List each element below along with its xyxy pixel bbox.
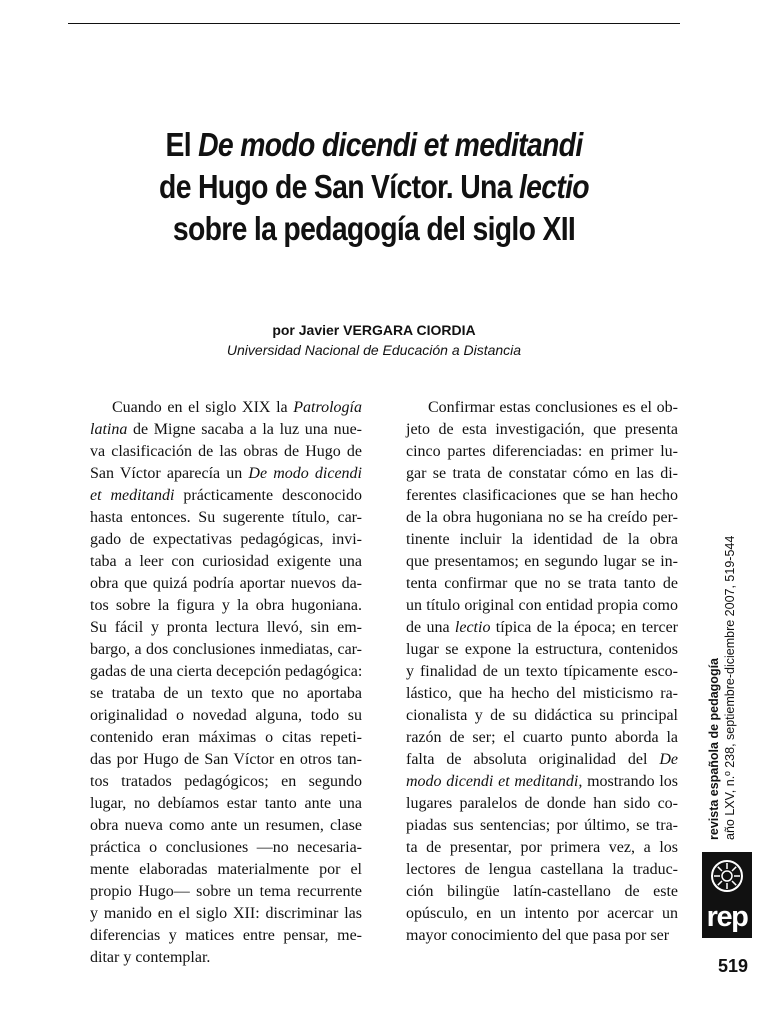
text-line xyxy=(384,661,678,683)
title-line-2: de Hugo de San Víctor. Una lectio xyxy=(159,168,589,205)
text-span: tenta confirmar que no se trata tanto de xyxy=(406,575,678,592)
text-span: se trataba de un texto que no aportaba xyxy=(90,685,362,702)
text-span: mente elaboradas materialmente por el xyxy=(90,861,362,878)
text-span: das por Hugo de San Víctor en otros tan- xyxy=(90,751,362,768)
text-span: jeto de esta investigación, que presenta xyxy=(406,421,678,438)
text-line xyxy=(68,463,362,485)
author-name: por Javier VERGARA CIORDIA xyxy=(272,322,476,338)
text-line xyxy=(384,507,678,529)
text-span: gadas de una cierta decepción pedagógica: xyxy=(90,663,363,680)
italic-text: De xyxy=(659,751,678,768)
text-span: falta de absoluta originalidad del xyxy=(406,751,660,768)
text-span: Su fácil y pronta lectura llevó, sin em- xyxy=(90,619,362,636)
text-span: obra nueva como ante un resumen, clase xyxy=(90,817,362,834)
text-line xyxy=(384,595,678,617)
text-span: y manido en el siglo XII: discriminar las xyxy=(90,905,362,922)
text-span: de una xyxy=(406,619,455,636)
rep-logo-icon xyxy=(702,852,752,938)
text-line xyxy=(384,683,678,705)
text-span: va clasificación de las obras de Hugo de xyxy=(90,443,362,460)
title-line-3: sobre la pedagogía del siglo XII xyxy=(172,210,576,247)
text-line xyxy=(68,771,362,793)
text-span: cinco partes diferenciadas: en primer lu- xyxy=(406,443,678,460)
text-span: lástico, que ha hecho del misticismo ra- xyxy=(406,685,678,702)
italic-text: latina xyxy=(90,421,128,438)
text-span: de la obra hugoniana no se ha creído per- xyxy=(406,509,678,526)
journal-name: revista española de pedagogía xyxy=(707,657,721,840)
text-span: ferentes clasificaciones que se han hecho xyxy=(406,487,678,504)
text-line xyxy=(384,441,678,463)
text-line xyxy=(384,485,678,507)
text-span: piadas sus sentencias; por último, se tra- xyxy=(406,817,678,834)
italic-text: modo dicendi et meditandi, xyxy=(406,773,583,790)
text-line xyxy=(68,529,362,551)
text-span: Cuando en el siglo XIX la xyxy=(112,399,294,416)
text-line xyxy=(68,683,362,705)
text-span: típica de la época; en tercer xyxy=(490,619,678,636)
text-span: prácticamente desconocido xyxy=(174,487,362,504)
text-span: San Víctor aparecía un xyxy=(90,465,249,482)
logo-text: rep xyxy=(706,901,748,933)
text-span: originalidad o novedad alguna, todo su xyxy=(90,707,362,724)
text-line xyxy=(384,727,678,749)
text-line xyxy=(68,485,362,507)
text-line xyxy=(384,573,678,595)
paragraph xyxy=(384,397,678,947)
text-span: hasta entonces. Su sugerente título, car- xyxy=(90,509,362,526)
text-line xyxy=(68,793,362,815)
text-span: mostrando los xyxy=(582,773,678,790)
text-span: que presentamos; en segundo lugar se in- xyxy=(406,553,678,570)
text-line xyxy=(384,617,678,639)
text-span: y finalidad de un texto típicamente esco- xyxy=(406,663,678,680)
text-line xyxy=(68,727,362,749)
text-line xyxy=(68,947,362,969)
title-line-1: El De modo dicendi et meditandi xyxy=(165,126,583,163)
text-span: ción bilingüe latín-castellano de este xyxy=(406,883,678,900)
text-line xyxy=(68,661,362,683)
italic-text: lectio xyxy=(454,619,491,636)
text-line xyxy=(384,705,678,727)
text-line xyxy=(384,551,678,573)
text-line xyxy=(68,551,362,573)
text-line xyxy=(68,573,362,595)
text-line xyxy=(68,903,362,925)
text-line xyxy=(68,639,362,661)
body-column-left xyxy=(68,397,362,969)
title-italic-work: De modo dicendi et meditandi xyxy=(198,126,583,163)
italic-text: De modo dicendi xyxy=(248,465,362,482)
text-line xyxy=(384,793,678,815)
text-span: tos sobre la figura y la obra hugoniana. xyxy=(90,597,362,614)
italic-text: et meditandi xyxy=(90,487,175,504)
text-span: ta de presentar, por primera vez, a los xyxy=(406,839,678,856)
text-line xyxy=(68,507,362,529)
text-span: gar se trata de constatar cómo en las di- xyxy=(406,465,678,482)
text-line xyxy=(68,749,362,771)
text-line xyxy=(384,815,678,837)
text-line xyxy=(68,925,362,947)
byline xyxy=(68,320,680,360)
text-span: bargo, a dos conclusiones inmediatas, car- xyxy=(90,641,362,658)
journal-issue: año LXV, n.º 238, septiembre-diciembre 2007, 519-544 xyxy=(723,535,737,840)
text-line xyxy=(384,881,678,903)
text-line xyxy=(68,441,362,463)
text-span: lugares paralelos de donde han sido co- xyxy=(406,795,678,812)
text-span: práctica o conclusiones —no necesaria- xyxy=(90,839,362,856)
text-span: mayor conocimiento del que pasa por ser xyxy=(406,927,670,944)
text-span: obra que quizá podría aportar nuevos da- xyxy=(90,575,362,592)
text-line xyxy=(384,463,678,485)
page-number: 519 xyxy=(717,956,748,976)
text-span: diferencias y matices entre pensar, me- xyxy=(90,927,362,944)
text-line xyxy=(68,617,362,639)
text-span: tinente incluir la identidad de la obra xyxy=(406,531,678,548)
text-span: de Migne sacaba a la luz una nue- xyxy=(127,421,362,438)
article-title xyxy=(111,124,637,250)
paragraph xyxy=(68,397,362,969)
author-affiliation: Universidad Nacional de Educación a Distancia xyxy=(226,342,522,358)
text-line xyxy=(384,639,678,661)
text-line xyxy=(68,815,362,837)
body-column-right xyxy=(384,397,678,947)
text-span: lugar se expone la estructura, contenidos xyxy=(406,641,678,658)
text-span: opúsculo, en un intento por acercar un xyxy=(406,905,678,922)
text-line xyxy=(68,419,362,441)
text-line xyxy=(384,419,678,441)
text-span: lugar, no debíamos estar tanto ante una xyxy=(90,795,362,812)
text-span: razón de ser; el cuarto punto aborda la xyxy=(406,729,678,746)
text-line xyxy=(68,595,362,617)
text-span: cionalista y de su didáctica su principal xyxy=(406,707,678,724)
text-span: Confirmar estas conclusiones es el ob- xyxy=(428,399,678,416)
text-line xyxy=(384,859,678,881)
text-line xyxy=(384,925,678,947)
text-span: lectores de lengua castellana la traduc- xyxy=(406,861,678,878)
text-line xyxy=(384,529,678,551)
text-line xyxy=(384,903,678,925)
journal-logo xyxy=(702,852,752,938)
text-line xyxy=(68,881,362,903)
text-line xyxy=(384,837,678,859)
text-span: contenido eran máximas o citas repeti- xyxy=(90,729,362,746)
text-line xyxy=(68,837,362,859)
text-line xyxy=(68,705,362,727)
title-italic-lectio: lectio xyxy=(518,168,589,205)
text-span: tos tratados pedagógicos; en segundo xyxy=(90,773,362,790)
text-span: taba a leer con curiosidad exigente una xyxy=(90,553,362,570)
text-line xyxy=(68,859,362,881)
text-line xyxy=(384,749,678,771)
top-rule xyxy=(68,23,680,24)
text-line xyxy=(68,397,362,419)
text-span: propio Hugo— sobre un tema recurrente xyxy=(90,883,362,900)
italic-text: Patrología xyxy=(293,399,362,416)
text-span: ditar y contemplar. xyxy=(90,949,211,966)
text-line xyxy=(384,771,678,793)
text-span: gado de expectativas pedagógicas, invi- xyxy=(90,531,362,548)
text-span: un título original con entidad propia como xyxy=(406,597,678,614)
journal-sidebar xyxy=(706,535,738,840)
text-line xyxy=(384,397,678,419)
